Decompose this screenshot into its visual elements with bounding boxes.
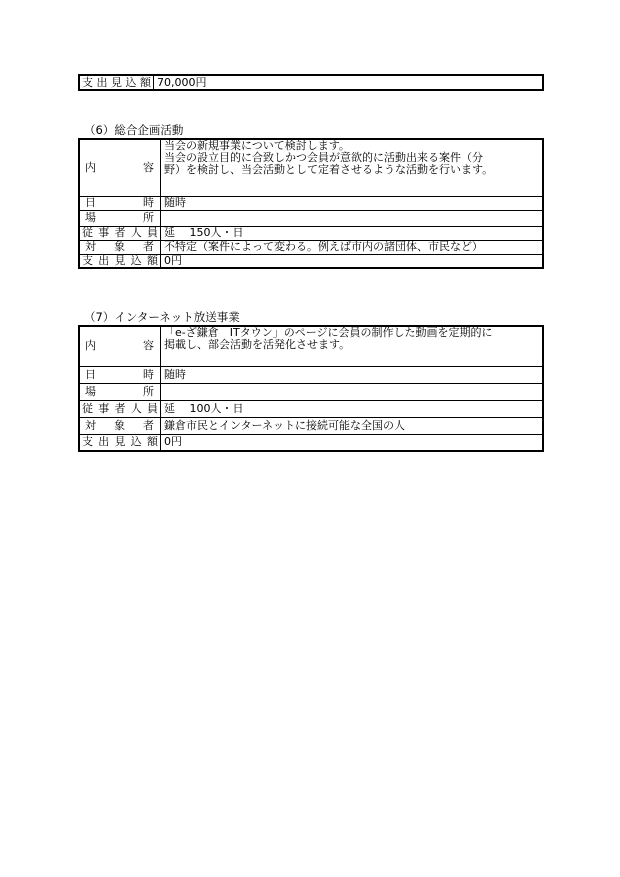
row-value: 随時 [161,366,544,383]
content-value [161,139,544,196]
row-label: 従事者人員 [79,400,161,417]
table-row [79,75,543,90]
row-label: 支出見込額 [79,254,161,268]
content-line: 「e-ざ鎌倉 ITタウン」のページに会員の制作した動画を定期的に [164,326,493,339]
content-line: 掲載し、部会活動を活発化させます。 [164,338,351,351]
row-label: 場 所 [79,210,161,226]
row-label: 内 容 [79,139,161,196]
section6-heading: （6）総合企画活動 [84,123,184,137]
row-value: 不特定（案件によって変わる。例えば市内の諸団体、市民など） [161,240,544,254]
content-line: 当会の設立目的に合致しかつ会員が意欲的に活動出来る案件（分 [164,151,483,164]
section6-table [78,138,544,269]
section7-table [78,325,544,452]
row-label: 日 時 [79,196,161,210]
top-budget-table [78,74,544,91]
section7-heading: （7）インターネット放送事業 [84,310,240,324]
row-label: 場 所 [79,383,161,400]
row-value [161,210,544,226]
row-label: 支出見込額 [79,75,154,90]
row-value: 鎌倉市民とインターネットに接続可能な全国の人 [161,417,544,434]
row-value: 延 100人・日 [161,400,544,417]
table-row [79,226,543,240]
table-row [79,196,543,210]
row-value: 延 150人・日 [161,226,544,240]
row-value: 70,000円 [154,75,544,90]
row-value: 随時 [161,196,544,210]
table-row [79,366,543,383]
row-label: 日 時 [79,366,161,383]
table-row [79,139,543,196]
table-row [79,254,543,268]
table-row [79,326,543,366]
table-row [79,210,543,226]
table-row [79,240,543,254]
row-label: 対 象 者 [79,240,161,254]
row-label: 支出見込額 [79,434,161,451]
table-row [79,434,543,451]
table-row [79,383,543,400]
row-label: 対 象 者 [79,417,161,434]
content-line: 当会の新規事業について検討します。 [164,139,350,152]
content-line: 野）を検討し、当会活動として定着させるような活動を行います。 [164,163,494,176]
row-value: 0円 [161,254,544,268]
table-row [79,400,543,417]
content-value [161,326,544,366]
row-label: 従事者人員 [79,226,161,240]
row-value: 0円 [161,434,544,451]
row-value [161,383,544,400]
table-row [79,417,543,434]
row-label: 内 容 [79,326,161,366]
